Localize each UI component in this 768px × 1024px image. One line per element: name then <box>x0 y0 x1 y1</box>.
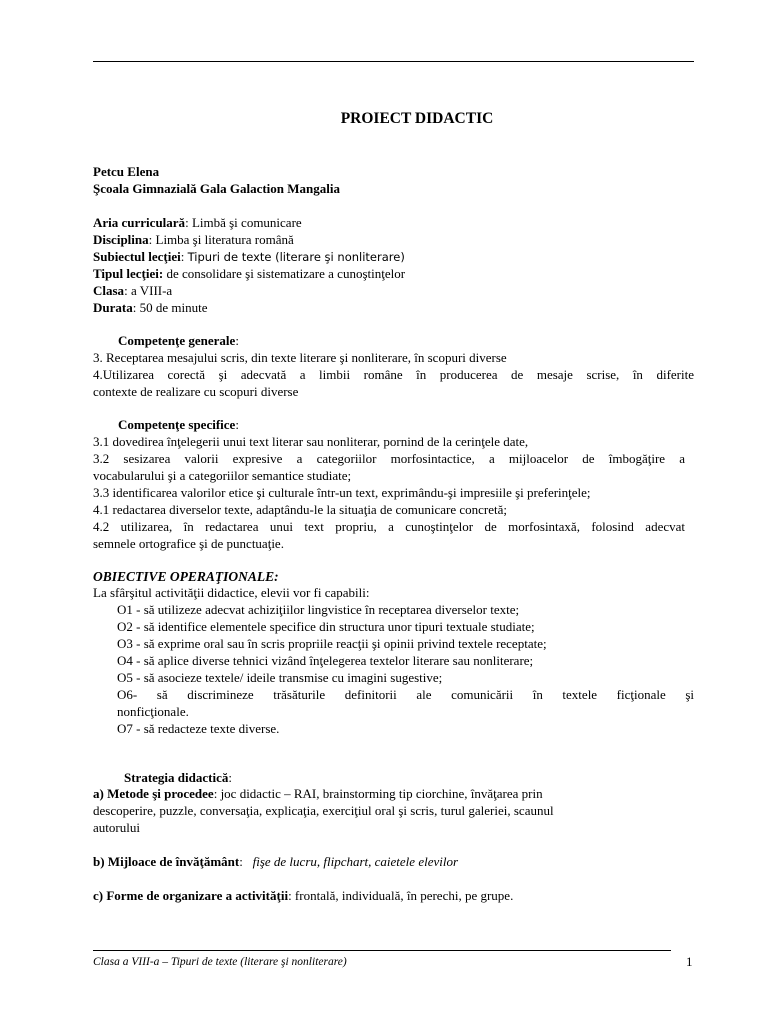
info-sep: : <box>132 300 140 315</box>
author-name: Petcu Elena <box>93 164 160 179</box>
metode-text: autorului <box>93 820 140 835</box>
mijloace-label: b) Mijloace de învăţământ <box>93 854 240 869</box>
section-heading: Competenţe generale <box>118 333 236 348</box>
footer-text: Clasa a VIII-a – Tipuri de texte (literare şi nonliterare) <box>93 956 347 968</box>
info-value: Tipuri de texte (literare şi nonliterare) <box>187 250 405 264</box>
info-row-durata <box>93 300 207 316</box>
metode-label: a) Metode şi procedee <box>93 786 214 801</box>
info-row-aria <box>93 215 302 231</box>
obiectiv-item: O7 - să redacteze texte diverse. <box>117 721 280 736</box>
strategia-heading: Strategia didactică: <box>124 770 232 785</box>
info-value: a VIII-a <box>130 283 173 298</box>
forme-label: c) Forme de organizare a activităţii <box>93 888 289 903</box>
metode-line <box>93 786 543 802</box>
info-sep: : <box>124 283 131 298</box>
forme-line <box>93 888 513 904</box>
competenta-specifica: 4.2 utilizarea, în redactarea unui text propriu, a cunoştinţelor de morfosintaxă, folosind adecvat <box>93 519 685 534</box>
page-number: 1 <box>686 954 693 969</box>
obiectiv-item: O4 - să aplice diverse tehnici vizând înţelegerea textelor literare sau nonliterare; <box>117 653 534 668</box>
forme-value: : frontală, individuală, în perechi, pe grupe. <box>288 888 514 903</box>
competenta-generala: 4.Utilizarea corectă şi adecvată a limbii române în producerea de mesaje scrise, în diferite <box>93 367 694 382</box>
competente-generale-heading: Competenţe generale: <box>118 333 239 348</box>
obiectiv-item: O6- să discrimineze trăsăturile definitorii ale comunicării în textele ficţionale şi <box>117 687 694 702</box>
obiective-intro: La sfârşitul activităţii didactice, elevii vor fi capabili: <box>93 585 370 600</box>
footer-rule <box>93 950 671 951</box>
info-row-clasa <box>93 283 172 299</box>
obiectiv-item: O3 - să exprime oral sau în scris propriile reacţii şi opinii privind textele receptate; <box>117 636 547 651</box>
info-label: Durata <box>93 300 133 315</box>
info-label: Tipul lecţiei: <box>93 266 164 281</box>
mijloace-value: fişe de lucru, flipchart, caietele elevilor <box>252 854 459 869</box>
info-sep: : <box>148 232 156 247</box>
info-label: Subiectul lecţiei <box>93 249 181 264</box>
info-row-subiect <box>93 249 405 265</box>
competenta-specifica: 3.1 dovedirea înţelegerii unui text literar sau nonliterar, pornind de la cerinţele date, <box>93 434 529 449</box>
competente-specifice-heading: Competenţe specifice: <box>118 417 239 432</box>
info-value: Limbă şi comunicare <box>191 215 302 230</box>
section-heading: Competenţe specifice <box>118 417 236 432</box>
info-label: Clasa <box>93 283 125 298</box>
info-row-tipul <box>93 266 405 282</box>
info-row-disciplina <box>93 232 294 248</box>
info-label: Disciplina <box>93 232 149 247</box>
section-heading: Strategia didactică <box>124 770 229 785</box>
metode-text: descoperire, puzzle, conversaţia, explicaţia, exerciţiul oral şi scris, turul galeriei, scaunul <box>93 803 554 818</box>
obiective-heading: OBIECTIVE OPERAŢIONALE: <box>93 569 279 584</box>
obiectiv-item: O5 - să asocieze textele/ ideile transmise cu imagini sugestive; <box>117 670 443 685</box>
obiectiv-item: O2 - să identifice elementele specifice din structura unor tipuri textuale studiate; <box>117 619 535 634</box>
info-sep: : <box>185 215 192 230</box>
obiectiv-item: nonficţionale. <box>117 704 189 719</box>
competenta-specifica: 4.1 redactarea diverselor texte, adaptându-le la situaţia de comunicare concretă; <box>93 502 507 517</box>
header-rule <box>93 61 694 62</box>
competenta-generala: 3. Receptarea mesajului scris, din texte literare şi nonliterare, în scopuri diverse <box>93 350 507 365</box>
info-value: de consolidare şi sistematizare a cunoştinţelor <box>166 266 406 281</box>
competenta-specifica: semnele ortografice şi de punctuaţie. <box>93 536 284 551</box>
competenta-specifica: 3.3 identificarea valorilor etice şi culturale într-un text, exprimându-şi impresiile şi preferinţele; <box>93 485 591 500</box>
school-name: Şcoala Gimnazială Gala Galaction Mangalia <box>93 181 340 196</box>
info-label: Aria curriculară <box>93 215 186 230</box>
document-title: PROIECT DIDACTIC <box>340 110 494 127</box>
competenta-specifica: 3.2 sesizarea valorii expresive a categoriilor morfosintactice, a mijloacelor de îmbogăţire a <box>93 451 685 466</box>
info-value: 50 de minute <box>139 300 208 315</box>
competenta-specifica: vocabularului şi a categoriilor semantice studiate; <box>93 468 352 483</box>
info-sep: : <box>180 249 188 264</box>
mijloace-line: b) Mijloace de învăţământ: fişe de lucru, flipchart, caietele elevilor <box>93 854 459 869</box>
competenta-generala: contexte de realizare cu scopuri diverse <box>93 384 299 399</box>
metode-text: : joc didactic – RAI, brainstorming tip ciorchine, învăţarea prin <box>213 786 543 801</box>
info-value: Limba şi literatura română <box>155 232 294 247</box>
obiectiv-item: O1 - să utilizeze adecvat achiziţiilor lingvistice în receptarea diverselor texte; <box>117 602 520 617</box>
